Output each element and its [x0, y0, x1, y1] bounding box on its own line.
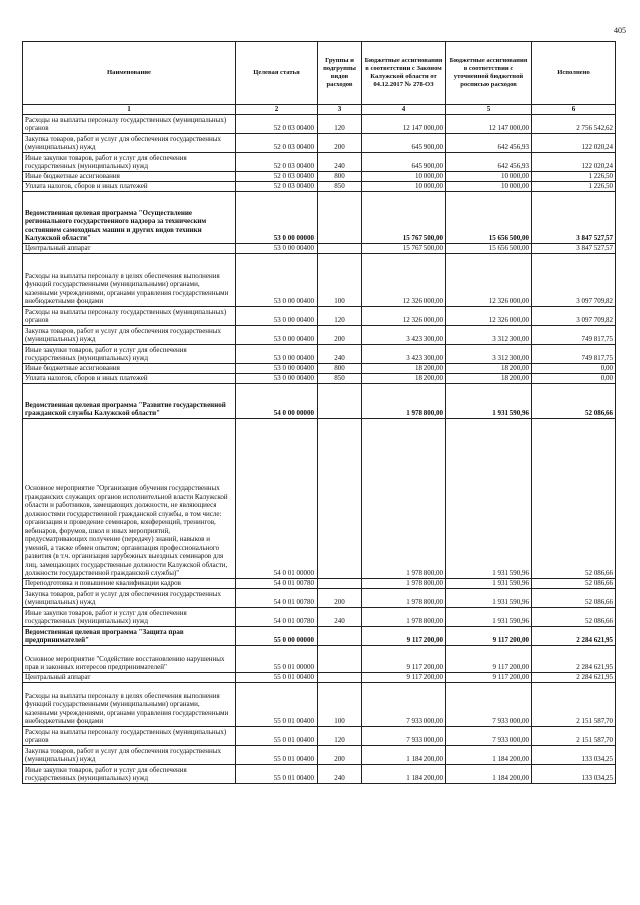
target-article-code: 53 0 00 00400 [236, 253, 318, 306]
expense-group [318, 578, 362, 588]
refined-allocation: 3 312 300,00 [446, 344, 532, 363]
table-row [23, 383, 616, 418]
executed-amount: 0,00 [532, 363, 616, 373]
row-name: Расходы на выплаты персоналу государственных (муниципальных) органов [23, 306, 236, 325]
target-article-code: 54 0 01 00780 [236, 578, 318, 588]
expense-group: 200 [318, 133, 362, 152]
target-article-code: 55 0 01 00400 [236, 682, 318, 726]
row-name: Иные закупки товаров, работ и услуг для обеспечения государственных (муниципальных) нужд [23, 607, 236, 626]
refined-allocation: 12 326 000,00 [446, 253, 532, 306]
refined-allocation: 642 456,93 [446, 152, 532, 171]
executed-amount: 133 034,25 [532, 764, 616, 783]
column-number: 4 [362, 105, 446, 115]
executed-amount: 1 226,50 [532, 171, 616, 181]
table-row [23, 325, 616, 344]
law-allocation: 1 978 800,00 [362, 578, 446, 588]
table-row [23, 171, 616, 181]
row-name: Закупка товаров, работ и услуг для обеспечения государственных (муниципальных) нужд [23, 588, 236, 607]
row-name: Закупка товаров, работ и услуг для обеспечения государственных (муниципальных) нужд [23, 325, 236, 344]
refined-allocation: 1 931 590,96 [446, 418, 532, 578]
table-row [23, 373, 616, 383]
target-article-code: 53 0 00 00400 [236, 325, 318, 344]
law-allocation: 10 000,00 [362, 171, 446, 181]
table-row [23, 418, 616, 578]
law-allocation: 3 423 300,00 [362, 344, 446, 363]
header-name: Наименование [23, 42, 236, 105]
executed-amount: 2 151 587,70 [532, 682, 616, 726]
expense-group [318, 383, 362, 418]
table-row [23, 578, 616, 588]
target-article-code: 53 0 00 00400 [236, 243, 318, 253]
executed-amount: 749 817,75 [532, 325, 616, 344]
column-number: 6 [532, 105, 616, 115]
column-number: 3 [318, 105, 362, 115]
table-row [23, 682, 616, 726]
expense-group: 240 [318, 344, 362, 363]
expense-group: 240 [318, 152, 362, 171]
table-row [23, 181, 616, 191]
expense-group: 850 [318, 373, 362, 383]
expense-group: 100 [318, 682, 362, 726]
row-name: Расходы на выплаты персоналу государственных (муниципальных) органов [23, 114, 236, 133]
table-row [23, 253, 616, 306]
expense-group: 200 [318, 588, 362, 607]
law-allocation: 645 900,00 [362, 152, 446, 171]
row-name: Уплата налогов, сборов и иных платежей [23, 181, 236, 191]
refined-allocation: 9 117 200,00 [446, 645, 532, 672]
refined-allocation: 1 931 590,96 [446, 588, 532, 607]
table-row [23, 672, 616, 682]
table-body [23, 114, 616, 783]
executed-amount: 3 097 709,82 [532, 306, 616, 325]
row-name: Иные бюджетные ассигнования [23, 171, 236, 181]
refined-allocation: 3 312 300,00 [446, 325, 532, 344]
law-allocation: 10 000,00 [362, 181, 446, 191]
row-name: Закупка товаров, работ и услуг для обеспечения государственных (муниципальных) нужд [23, 745, 236, 764]
table-header-row [23, 42, 616, 105]
expense-group [318, 672, 362, 682]
law-allocation: 12 326 000,00 [362, 253, 446, 306]
executed-amount: 0,00 [532, 373, 616, 383]
executed-amount: 3 847 527,57 [532, 243, 616, 253]
executed-amount: 3 097 709,82 [532, 253, 616, 306]
expense-group: 240 [318, 607, 362, 626]
executed-amount: 749 817,75 [532, 344, 616, 363]
executed-amount: 1 226,50 [532, 181, 616, 191]
row-name: Уплата налогов, сборов и иных платежей [23, 373, 236, 383]
row-name: Иные бюджетные ассигнования [23, 363, 236, 373]
law-allocation: 1 978 800,00 [362, 418, 446, 578]
header-law-allocations: Бюджетные ассигнования в соответствии с Законом Калужской области от 04.12.2017 № 278-ОЗ [362, 42, 446, 105]
row-name: Центральный аппарат [23, 672, 236, 682]
law-allocation: 1 184 200,00 [362, 764, 446, 783]
executed-amount: 2 151 587,70 [532, 726, 616, 745]
law-allocation: 9 117 200,00 [362, 626, 446, 645]
expense-group: 120 [318, 726, 362, 745]
table-row [23, 764, 616, 783]
target-article-code: 53 0 00 00400 [236, 363, 318, 373]
budget-execution-table [22, 41, 616, 784]
expense-group: 800 [318, 363, 362, 373]
expense-group: 240 [318, 764, 362, 783]
law-allocation: 3 423 300,00 [362, 325, 446, 344]
page-number: 405 [614, 26, 626, 35]
table-row [23, 607, 616, 626]
table-row [23, 191, 616, 243]
law-allocation: 7 933 000,00 [362, 726, 446, 745]
executed-amount: 2 284 621,95 [532, 645, 616, 672]
expense-group: 200 [318, 745, 362, 764]
law-allocation: 7 933 000,00 [362, 682, 446, 726]
table-row [23, 133, 616, 152]
refined-allocation: 1 184 200,00 [446, 745, 532, 764]
refined-allocation: 7 933 000,00 [446, 682, 532, 726]
expense-group [318, 243, 362, 253]
refined-allocation: 642 456,93 [446, 133, 532, 152]
refined-allocation: 1 931 590,96 [446, 578, 532, 588]
target-article-code: 54 0 01 00780 [236, 607, 318, 626]
executed-amount: 3 847 527,57 [532, 191, 616, 243]
refined-allocation: 15 656 500,00 [446, 243, 532, 253]
expense-group: 120 [318, 306, 362, 325]
law-allocation: 1 184 200,00 [362, 745, 446, 764]
row-name: Ведомственная целевая программа "Защита прав предпринимателей" [23, 626, 236, 645]
header-target-article: Целевая статья [236, 42, 318, 105]
refined-allocation: 10 000,00 [446, 171, 532, 181]
table-row [23, 344, 616, 363]
table-row [23, 243, 616, 253]
target-article-code: 53 0 00 00400 [236, 306, 318, 325]
header-executed: Исполнено [532, 42, 616, 105]
table-row [23, 726, 616, 745]
refined-allocation: 9 117 200,00 [446, 672, 532, 682]
law-allocation: 645 900,00 [362, 133, 446, 152]
target-article-code: 55 0 01 00400 [236, 726, 318, 745]
target-article-code: 55 0 01 00400 [236, 764, 318, 783]
law-allocation: 1 978 800,00 [362, 588, 446, 607]
table-row [23, 363, 616, 373]
refined-allocation: 7 933 000,00 [446, 726, 532, 745]
table-row [23, 626, 616, 645]
law-allocation: 15 767 500,00 [362, 243, 446, 253]
row-name: Основное мероприятие "Содействие восстановлению нарушенных прав и законных интересов предпринимателей" [23, 645, 236, 672]
expense-group: 120 [318, 114, 362, 133]
expense-group [318, 191, 362, 243]
refined-allocation: 12 326 000,00 [446, 306, 532, 325]
target-article-code: 54 0 01 00780 [236, 588, 318, 607]
table-row [23, 588, 616, 607]
refined-allocation: 1 931 590,96 [446, 607, 532, 626]
executed-amount: 52 086,66 [532, 418, 616, 578]
column-number: 2 [236, 105, 318, 115]
target-article-code: 52 0 03 00400 [236, 133, 318, 152]
law-allocation: 1 978 800,00 [362, 383, 446, 418]
column-number-row [23, 105, 616, 115]
refined-allocation: 15 656 500,00 [446, 191, 532, 243]
law-allocation: 15 767 500,00 [362, 191, 446, 243]
law-allocation: 1 978 800,00 [362, 607, 446, 626]
refined-allocation: 10 000,00 [446, 181, 532, 191]
row-name: Переподготовка и повышение квалификации кадров [23, 578, 236, 588]
law-allocation: 9 117 200,00 [362, 645, 446, 672]
target-article-code: 52 0 03 00400 [236, 181, 318, 191]
law-allocation: 18 200,00 [362, 363, 446, 373]
executed-amount: 52 086,66 [532, 383, 616, 418]
target-article-code: 54 0 01 00000 [236, 418, 318, 578]
target-article-code: 52 0 03 00400 [236, 171, 318, 181]
refined-allocation: 12 147 000,00 [446, 114, 532, 133]
target-article-code: 55 0 01 00400 [236, 672, 318, 682]
refined-allocation: 18 200,00 [446, 373, 532, 383]
refined-allocation: 9 117 200,00 [446, 626, 532, 645]
row-name: Расходы на выплаты персоналу в целях обеспечения выполнения функций государственными (муниципальными) органами, казенными учреждениями, органами управления государственными внебюджетными фондами [23, 253, 236, 306]
row-name: Иные закупки товаров, работ и услуг для обеспечения государственных (муниципальных) нужд [23, 764, 236, 783]
header-expense-groups: Группы и подгруппы видов расходов [318, 42, 362, 105]
executed-amount: 122 020,24 [532, 133, 616, 152]
expense-group: 850 [318, 181, 362, 191]
executed-amount: 52 086,66 [532, 607, 616, 626]
column-number: 1 [23, 105, 236, 115]
executed-amount: 133 034,25 [532, 745, 616, 764]
target-article-code: 53 0 00 00000 [236, 191, 318, 243]
executed-amount: 122 020,24 [532, 152, 616, 171]
expense-group: 100 [318, 253, 362, 306]
target-article-code: 55 0 01 00000 [236, 645, 318, 672]
table-row [23, 745, 616, 764]
expense-group [318, 626, 362, 645]
law-allocation: 12 326 000,00 [362, 306, 446, 325]
executed-amount: 2 284 621,95 [532, 672, 616, 682]
column-number: 5 [446, 105, 532, 115]
refined-allocation: 1 931 590,96 [446, 383, 532, 418]
law-allocation: 18 200,00 [362, 373, 446, 383]
table-row [23, 152, 616, 171]
law-allocation: 12 147 000,00 [362, 114, 446, 133]
expense-group: 800 [318, 171, 362, 181]
row-name: Ведомственная целевая программа "Осуществление регионального государственного надзора за техническим состоянием самоходных машин и других видов техники Калужской области" [23, 191, 236, 243]
executed-amount: 2 284 621,95 [532, 626, 616, 645]
row-name: Ведомственная целевая программа "Развитие государственной гражданской службы Калужской области" [23, 383, 236, 418]
row-name: Иные закупки товаров, работ и услуг для обеспечения государственных (муниципальных) нужд [23, 344, 236, 363]
row-name: Центральный аппарат [23, 243, 236, 253]
target-article-code: 53 0 00 00400 [236, 344, 318, 363]
header-refined-allocations: Бюджетные ассигнования в соответствии с уточненной бюджетной росписью расходов [446, 42, 532, 105]
executed-amount: 52 086,66 [532, 578, 616, 588]
target-article-code: 52 0 03 00400 [236, 152, 318, 171]
row-name: Иные закупки товаров, работ и услуг для обеспечения государственных (муниципальных) нужд [23, 152, 236, 171]
expense-group: 200 [318, 325, 362, 344]
executed-amount: 2 756 542,62 [532, 114, 616, 133]
target-article-code: 53 0 00 00400 [236, 373, 318, 383]
table-row [23, 306, 616, 325]
refined-allocation: 18 200,00 [446, 363, 532, 373]
row-name: Закупка товаров, работ и услуг для обеспечения государственных (муниципальных) нужд [23, 133, 236, 152]
target-article-code: 54 0 00 00000 [236, 383, 318, 418]
table-row [23, 114, 616, 133]
table-row [23, 645, 616, 672]
law-allocation: 9 117 200,00 [362, 672, 446, 682]
executed-amount: 52 086,66 [532, 588, 616, 607]
row-name: Расходы на выплаты персоналу в целях обеспечения выполнения функций государственными (муниципальными) органами, казенными учреждениями, органами управления государственными внебюджетными фондами [23, 682, 236, 726]
expense-group [318, 418, 362, 578]
target-article-code: 55 0 01 00400 [236, 745, 318, 764]
target-article-code: 55 0 00 00000 [236, 626, 318, 645]
refined-allocation: 1 184 200,00 [446, 764, 532, 783]
target-article-code: 52 0 03 00400 [236, 114, 318, 133]
expense-group [318, 645, 362, 672]
row-name: Основное мероприятие "Организация обучения государственных гражданских служащих органов исполнительной власти Калужской области и работников, замещающих должности, не являющиеся должностями государственной гражданской службы, в том числе: организация и проведение семинаров, конференций, тренингов, вебинаров, форумов, школ и иных мероприятий, предусматривающих получение (передачу) знаний, навыков и умений, а также обмен опытом; организация профессионального развития (в т.ч. организация зарубежных выездных семинаров для лиц, замещающих государственные должности Калужской области, должности государственной гражданской службы)" [23, 418, 236, 578]
row-name: Расходы на выплаты персоналу государственных (муниципальных) органов [23, 726, 236, 745]
